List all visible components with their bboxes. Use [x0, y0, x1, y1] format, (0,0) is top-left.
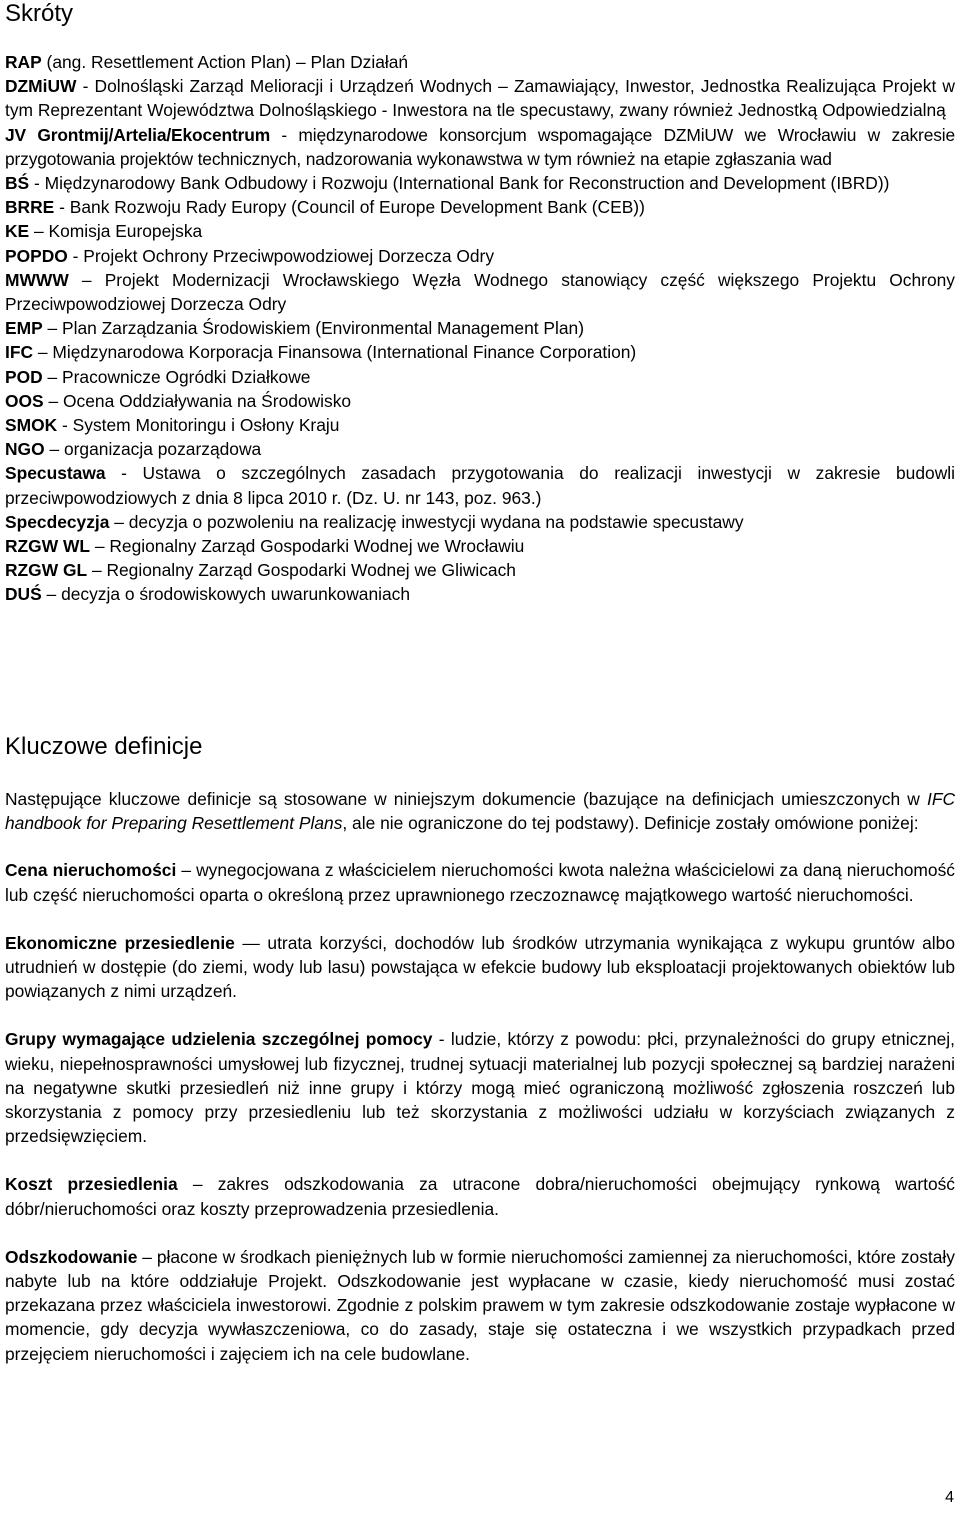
definition-description: utrata korzyści, dochodów lub środków utrzymania wynikająca z wykupu gruntów albo utrudnień w dostępie (do ziemi, wody lub lasu) powstająca w efekcie budowy lub eksploatacji projektowanych obiektów lub powiązanych z nimi urządzeń. — [5, 932, 955, 1002]
abbreviation-description: decyzja o pozwoleniu na realizację inwestycji wydana na podstawie specustawy — [128, 511, 744, 532]
abbreviation-entry: Specustawa - Ustawa o szczególnych zasadach przygotowania do realizacji inwestycji w zakresie budowli przeciwpowodziowych z dnia 8 lipca 2010 r. (Dz. U. nr 143, poz. 963.) — [5, 463, 955, 508]
abbreviation-entry: POD – Pracownicze Ogródki Działkowe — [5, 366, 311, 387]
definition-term: Cena nieruchomości — [5, 860, 177, 881]
definition-term: Odszkodowanie — [5, 1246, 138, 1267]
abbreviation-description: Ocena Oddziaływania na Środowisko — [63, 390, 352, 411]
definition-term: Koszt przesiedlenia — [5, 1174, 178, 1195]
abbreviation-description: ang. Resettlement Action Plan) – Plan Działań — [52, 52, 409, 72]
abbreviation-term: NGO — [5, 439, 45, 460]
definition-entry: Ekonomiczne przesiedlenie — utrata korzyści, dochodów lub środków utrzymania wynikająca z wykupu gruntów albo utrudnień w dostępie (do ziemi, wody lub lasu) powstająca w efekcie budowy lub eksploatacji projektowanych obiektów lub powiązanych z nimi urządzeń. — [5, 932, 955, 1002]
abbreviation-description: Ustawa o szczególnych zasadach przygotowania do realizacji inwestycji w zakresie budowli przeciwpowodziowych z dnia 8 lipca 2010 r. (Dz. U. nr 143, poz. 963.) — [5, 463, 955, 508]
definitions-list — [5, 787, 955, 1390]
abbreviation-description: międzynarodowe konsorcjum wspomagające DZMiUW we Wrocławiu w zakresie przygotowania projektów technicznych, nadzorowania wykonawstwa w tym również na etapie zgłaszania wad — [5, 124, 955, 169]
abbreviation-description: System Monitoringu i Osłony Kraju — [72, 415, 340, 436]
abbreviation-description: Bank Rozwoju Rady Europy (Council of Europe Development Bank (CEB)) — [69, 197, 645, 218]
abbreviation-entry: KE – Komisja Europejska — [5, 221, 203, 242]
abbreviation-description: decyzja o środowiskowych uwarunkowaniach — [61, 584, 411, 605]
abbreviation-term: OOS — [5, 390, 44, 411]
abbreviation-description: Pracownicze Ogródki Działkowe — [62, 366, 311, 387]
abbreviation-entry: DUŚ – decyzja o środowiskowych uwarunkowaniach — [5, 584, 411, 605]
abbreviation-term: EMP — [5, 318, 43, 339]
abbreviations-list — [5, 50, 955, 607]
abbreviation-term: IFC — [5, 342, 34, 363]
abbreviation-entry: EMP – Plan Zarządzania Środowiskiem (Environmental Management Plan) — [5, 318, 584, 339]
abbreviation-term: SMOK — [5, 415, 58, 436]
definition-description: zakres odszkodowania za utracone dobra/nieruchomości obejmujący rynkową wartość dóbr/nieruchomości oraz koszty przeprowadzenia przesiedlenia. — [5, 1174, 956, 1219]
abbreviation-entry: RZGW GL – Regionalny Zarząd Gospodarki Wodnej we Gliwicach — [5, 560, 516, 581]
section-title-definitions: Kluczowe definicje — [5, 733, 203, 760]
abbreviation-term: KE — [5, 221, 30, 242]
abbreviation-entry: DZMiUW - Dolnośląski Zarząd Melioracji i Urządzeń Wodnych – Zamawiający, Inwestor, Jednostka Realizująca Projekt w tym Reprezentant Województwa Dolnośląskiego - Inwestora na tle specustawy, zwany również Jednostką Odpowiedzialną — [5, 76, 955, 121]
abbreviation-term: RZGW GL — [5, 560, 88, 581]
abbreviation-entry: OOS – Ocena Oddziaływania na Środowisko — [5, 390, 352, 411]
abbreviation-entry: POPDO - Projekt Ochrony Przeciwpowodziowej Dorzecza Odry — [5, 245, 495, 266]
abbreviation-term: Specustawa — [5, 463, 106, 484]
definition-entry: Cena nieruchomości – wynegocjowana z właścicielem nieruchomości kwota należna właścicielowi za daną nieruchomość lub część nieruchomości oparta o określoną przez uprawnionego rzeczoznawcę majątkowego wartość nieruchomości. — [5, 860, 955, 905]
abbreviation-term: Specdecyzja — [5, 511, 110, 532]
abbreviation-description: Dolnośląski Zarząd Melioracji i Urządzeń Wodnych – Zamawiający, Inwestor, Jednostka Realizująca Projekt w tym Reprezentant Województwa Dolnośląskiego - Inwestora na tle specustawy, zwany również Jednostką Odpowiedzialną — [5, 76, 955, 121]
abbreviation-entry: JV Grontmij/Artelia/Ekocentrum - międzynarodowe konsorcjum wspomagające DZMiUW we Wrocławiu w zakresie przygotowania projektów technicznych, nadzorowania wykonawstwa w tym również na etapie zgłaszania wad — [5, 124, 955, 169]
abbreviation-entry: RAP (ang. Resettlement Action Plan) – Plan Działań — [5, 52, 409, 72]
abbreviation-term: RZGW WL — [5, 536, 90, 557]
definition-entry: Odszkodowanie – płacone w środkach pieniężnych lub w formie nieruchomości zamiennej za nieruchomości, które zostały nabyte lub na które oddziałuje Projekt. Odszkodowanie jest wypłacane w czasie, kiedy nieruchomość musi zostać przekazana przez właściciela inwestorowi. Zgodnie z polskim prawem w tym zakresie odszkodowanie zostaje wypłacone w momencie, gdy decyzja wywłaszczeniowa, co do zasady, staje się ostateczna i we wszystkich przypadkach przed przejęciem nieruchomości i zajęciem ich na cele budowlane. — [5, 1246, 955, 1364]
abbreviation-entry: NGO – organizacja pozarządowa — [5, 439, 262, 460]
abbreviation-description: Projekt Modernizacji Wrocławskiego Węzła Wodnego stanowiący część większego Projektu Ochrony Przeciwpowodziowej Dorzecza Odry — [5, 269, 955, 315]
abbreviation-term: POD — [5, 366, 43, 387]
definition-description: wynegocjowana z właścicielem nieruchomości kwota należna właścicielowi za daną nieruchomość lub część nieruchomości oparta o określoną przez uprawnionego rzeczoznawcę majątkowego wartość nieruchomości. — [5, 860, 955, 905]
abbreviation-entry: SMOK - System Monitoringu i Osłony Kraju — [5, 415, 340, 436]
definition-description: płacone w środkach pieniężnych lub w formie nieruchomości zamiennej za nieruchomości, które zostały nabyte lub na które oddziałuje Projekt. Odszkodowanie jest wypłacane w czasie, kiedy nieruchomość musi zostać przekazana przez właściciela inwestorowi. Zgodnie z polskim prawem w tym zakresie odszkodowanie zostaje wypłacone w momencie, gdy decyzja wywłaszczeniowa, co do zasady, staje się ostateczna i we wszystkich przypadkach przed przejęciem nieruchomości i zajęciem ich na cele budowlane. — [5, 1246, 955, 1364]
abbreviation-description: organizacja pozarządowa — [63, 439, 262, 460]
abbreviation-description: Plan Zarządzania Środowiskiem (Environmental Management Plan) — [62, 318, 584, 339]
definition-description: ludzie, którzy z powodu: płci, przynależności do grupy etnicznej, wieku, niepełnosprawności umysłowej lub fizycznej, trudnej sytuacji materialnej lub pozycji społecznej są bardziej narażeni na negatywne skutki przesiedleń niż inne grupy i którzy mogą mieć ograniczoną możliwość zgłoszenia roszczeń lub skorzystania z pomocy przy przesiedleniu lub też skorzystania z możliwości udziału w korzyściach związanych z przedsięwzięciem. — [5, 1029, 955, 1147]
abbreviation-entry: BŚ - Międzynarodowy Bank Odbudowy i Rozwoju (International Bank for Reconstruction and Development (IBRD)) — [5, 173, 890, 194]
abbreviation-description: Komisja Europejska — [48, 221, 203, 242]
definition-term: Ekonomiczne przesiedlenie — [5, 932, 235, 953]
abbreviation-entry: MWWW – Projekt Modernizacji Wrocławskiego Węzła Wodnego stanowiący część większego Projektu Ochrony Przeciwpowodziowej Dorzecza Odry — [5, 269, 955, 315]
abbreviation-term: RAP — [5, 52, 42, 72]
abbreviation-term: JV Grontmij/Artelia/Ekocentrum — [5, 124, 271, 145]
section-title-abbreviations: Skróty — [5, 0, 74, 27]
abbreviation-term: POPDO — [5, 245, 68, 266]
abbreviation-description: Regionalny Zarząd Gospodarki Wodnej we Gliwicach — [106, 560, 516, 581]
abbreviation-description: Projekt Ochrony Przeciwpowodziowej Dorzecza Odry — [83, 245, 495, 266]
abbreviation-term: BRRE — [5, 197, 55, 218]
abbreviation-entry: RZGW WL – Regionalny Zarząd Gospodarki Wodnej we Wrocławiu — [5, 536, 525, 557]
definition-entry: Grupy wymagające udzielenia szczególnej pomocy - ludzie, którzy z powodu: płci, przynależności do grupy etnicznej, wieku, niepełnosprawności umysłowej lub fizycznej, trudnej sytuacji materialnej lub pozycji społecznej są bardziej narażeni na negatywne skutki przesiedleń niż inne grupy i którzy mogą mieć ograniczoną możliwość zgłoszenia roszczeń lub skorzystania z pomocy przy przesiedleniu lub też skorzystania z możliwości udziału w korzyściach związanych z przedsięwzięciem. — [5, 1029, 955, 1147]
definition-entry: Koszt przesiedlenia – zakres odszkodowania za utracone dobra/nieruchomości obejmujący rynkową wartość dóbr/nieruchomości oraz koszty przeprowadzenia przesiedlenia. — [5, 1174, 956, 1219]
abbreviation-description: Międzynarodowa Korporacja Finansowa (International Finance Corporation) — [52, 342, 637, 363]
abbreviation-description: Międzynarodowy Bank Odbudowy i Rozwoju (International Bank for Reconstruction and Development (IBRD)) — [44, 173, 890, 194]
abbreviation-term: BŚ — [5, 173, 30, 194]
abbreviation-term: DUŚ — [5, 584, 42, 605]
abbreviation-term: DZMiUW — [5, 76, 77, 97]
abbreviation-description: Regionalny Zarząd Gospodarki Wodnej we Wrocławiu — [109, 536, 525, 557]
abbreviation-entry: IFC – Międzynarodowa Korporacja Finansowa (International Finance Corporation) — [5, 342, 637, 363]
abbreviation-entry: Specdecyzja – decyzja o pozwoleniu na realizację inwestycji wydana na podstawie specustawy — [5, 511, 744, 532]
page-number: 4 — [945, 1489, 954, 1506]
definition-term: Grupy wymagające udzielenia szczególnej pomocy — [5, 1029, 433, 1050]
abbreviation-term: MWWW — [5, 269, 69, 290]
abbreviation-entry: BRRE - Bank Rozwoju Rady Europy (Council of Europe Development Bank (CEB)) — [5, 197, 645, 218]
definitions-intro: Następujące kluczowe definicje są stosowane w niniejszym dokumencie (bazujące na definicjach umieszczonych w IFC handbook for Preparing Resettlement Plans, ale nie ograniczone do tej podstawy). Definicje zostały omówione poniżej: — [5, 789, 955, 834]
source-title: IFC handbook for Preparing Resettlement Plans — [5, 789, 955, 834]
